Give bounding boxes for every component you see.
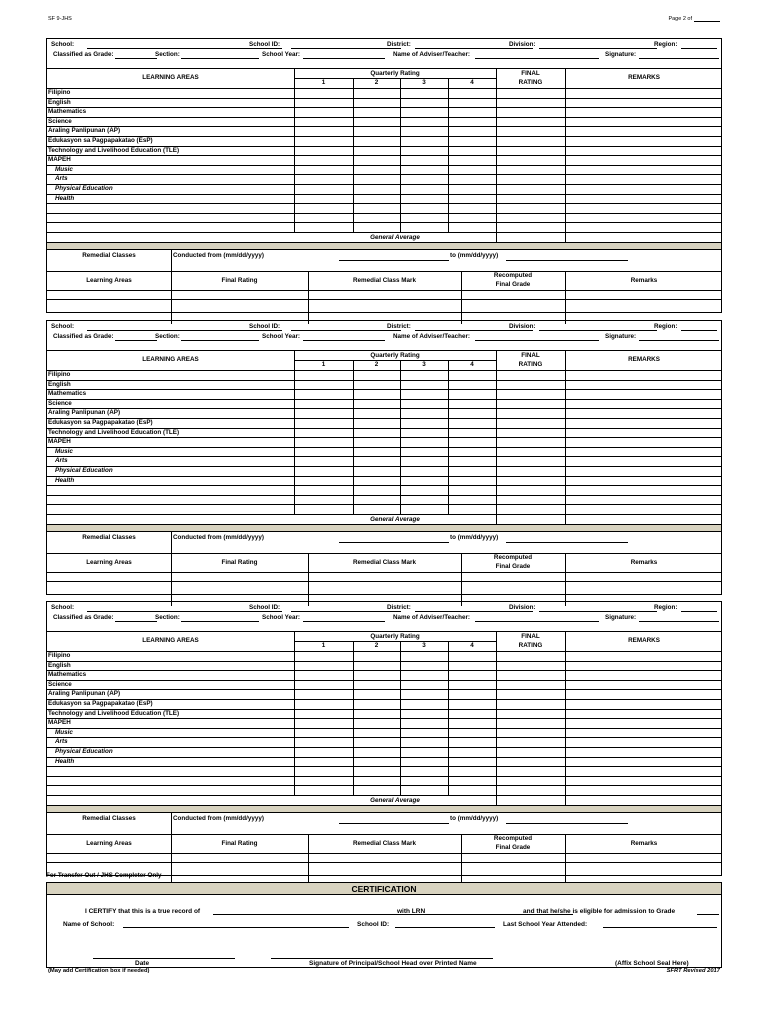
- division-field[interactable]: [539, 330, 657, 331]
- subject-label: Arts: [55, 175, 68, 183]
- learning-areas-header: LEARNING AREAS: [142, 637, 199, 644]
- adviser-field[interactable]: [475, 58, 599, 59]
- quarter-4-header: 4: [470, 642, 474, 649]
- signature-label: Signature:: [605, 51, 637, 58]
- grades-header-bottom: [47, 88, 721, 89]
- conducted-from-label: Conducted from (mm/dd/yyyy): [173, 252, 264, 259]
- subject-label: Health: [55, 476, 75, 484]
- report-card-block-1: [46, 38, 722, 313]
- conducted-from-field[interactable]: [339, 542, 449, 543]
- final-rating-header: FINAL: [521, 69, 540, 77]
- adviser-label: Name of Adviser/Teacher:: [393, 51, 470, 58]
- grade-label: Classified as Grade:: [53, 333, 114, 340]
- report-card-block-2: [46, 320, 722, 595]
- grades-header-bottom: [47, 651, 721, 652]
- subject-label: English: [48, 380, 71, 388]
- quarter-2-header: 2: [374, 642, 379, 649]
- subject-row-line: [47, 126, 721, 127]
- subject-label: Music: [55, 447, 73, 455]
- district-field[interactable]: [415, 48, 533, 49]
- school-year-label: School Year:: [262, 51, 301, 58]
- school-year-label: School Year:: [262, 614, 301, 621]
- report-card-block-3: [46, 601, 722, 876]
- grade-field[interactable]: [697, 914, 719, 915]
- subject-label: Filipino: [48, 89, 71, 96]
- subject-label: Music: [55, 728, 73, 736]
- section-label: Section:: [155, 614, 180, 621]
- school-id-field[interactable]: [291, 330, 401, 331]
- last-sy-label: Last School Year Attended:: [503, 921, 588, 928]
- subject-label: MAPEH: [48, 156, 71, 164]
- subject-row-line: [47, 476, 721, 477]
- transfer-note: For Transfer Out / JHS Completer Only: [46, 872, 162, 879]
- subject-row-line: [47, 728, 721, 729]
- recomputed-header: Recomputed: [493, 554, 533, 561]
- remedial-class-mark-header: Remedial Class Mark: [353, 559, 416, 566]
- subject-row-line: [47, 222, 721, 223]
- signature-field[interactable]: [639, 58, 719, 59]
- grades-col-line: [294, 350, 295, 514]
- school-field[interactable]: [87, 48, 282, 49]
- recomputed-header: Recomputed: [493, 835, 533, 842]
- region-field[interactable]: [681, 611, 717, 612]
- principal-signature-line[interactable]: [271, 958, 493, 959]
- subject-row-line: [47, 718, 721, 719]
- remedial-learning-areas-header: Learning Areas: [86, 840, 132, 847]
- conducted-from-label: Conducted from (mm/dd/yyyy): [173, 534, 264, 541]
- subject-label: Edukasyon sa Pagpapakatao (EsP): [48, 419, 153, 426]
- remarks-header: REMARKS: [628, 637, 660, 644]
- subject-row-line: [47, 495, 721, 496]
- signature-label: Signature:: [605, 614, 637, 621]
- subject-row-line: [47, 757, 721, 758]
- conducted-from-field[interactable]: [339, 823, 449, 824]
- subject-row-line: [47, 785, 721, 786]
- subject-row-line: [47, 380, 721, 381]
- remedial-remarks-header: Remarks: [630, 559, 658, 566]
- subject-label: Physical Education: [55, 467, 113, 474]
- subject-row-line: [47, 747, 721, 748]
- subject-label: MAPEH: [48, 719, 71, 727]
- remarks-header: REMARKS: [628, 356, 660, 363]
- district-label: District:: [387, 604, 411, 611]
- school-seal-label: (Affix School Seal Here): [615, 960, 689, 967]
- subject-row-line: [47, 680, 721, 681]
- region-field[interactable]: [681, 48, 717, 49]
- subject-row-line: [47, 174, 721, 175]
- remedial-final-rating-header: Final Rating: [221, 559, 258, 566]
- subject-row-line: [47, 776, 721, 777]
- grade-field[interactable]: [115, 621, 157, 622]
- subject-label: English: [48, 98, 71, 106]
- subject-row-line: [47, 155, 721, 156]
- remedial-col-line: [171, 532, 172, 606]
- subject-label: Arts: [55, 457, 68, 465]
- recomputed-header: Recomputed: [493, 272, 533, 279]
- grades-col-line: [294, 68, 295, 232]
- division-label: Division:: [509, 604, 536, 611]
- subject-label: Arts: [55, 738, 68, 746]
- division-field[interactable]: [539, 611, 657, 612]
- section-divider-band: [47, 805, 721, 813]
- district-field[interactable]: [415, 330, 533, 331]
- general-average-label: General Average: [370, 233, 420, 241]
- quarterly-rating-header: Quarterly Rating: [370, 632, 420, 640]
- remedial-classes-label: Remedial Classes: [82, 252, 136, 259]
- grade-field[interactable]: [115, 58, 157, 59]
- subject-label: Health: [55, 757, 75, 765]
- principal-signature-label: Signature of Principal/School Head over Printed Name: [309, 960, 477, 967]
- date-label: Date: [135, 960, 150, 967]
- quarterly-rating-header: Quarterly Rating: [370, 351, 420, 359]
- school-year-field[interactable]: [303, 58, 385, 59]
- date-line[interactable]: [93, 958, 235, 959]
- section-divider-band: [47, 524, 721, 532]
- section-field[interactable]: [181, 621, 259, 622]
- certify-text: I CERTIFY that this is a true record of: [85, 908, 201, 915]
- subject-label: Health: [55, 194, 75, 202]
- district-label: District:: [387, 41, 411, 48]
- remedial-remarks-header: Remarks: [630, 277, 658, 284]
- subject-row-line: [47, 117, 721, 118]
- school-id-label: School ID:: [249, 604, 281, 611]
- subject-label: Mathematics: [48, 108, 87, 116]
- school-label: School:: [51, 41, 75, 48]
- name-of-school-field[interactable]: [123, 927, 349, 928]
- subject-label: Physical Education: [55, 185, 113, 192]
- final-rating-header-2: RATING: [518, 361, 543, 368]
- region-label: Region:: [654, 604, 678, 611]
- subject-row-line: [47, 98, 721, 99]
- quarter-1-header: 1: [321, 642, 326, 649]
- remedial-final-rating-header: Final Rating: [221, 277, 258, 284]
- section-label: Section:: [155, 51, 180, 58]
- quarter-4-header: 4: [470, 361, 474, 368]
- division-field[interactable]: [539, 48, 657, 49]
- signature-field[interactable]: [639, 340, 719, 341]
- subject-label: Filipino: [48, 652, 71, 659]
- region-label: Region:: [654, 41, 678, 48]
- school-year-field[interactable]: [303, 621, 385, 622]
- remedial-row-line: [47, 853, 721, 854]
- remedial-learning-areas-header: Learning Areas: [86, 559, 132, 566]
- subject-row-line: [47, 399, 721, 400]
- subject-row-line: [47, 203, 721, 204]
- final-rating-header-2: RATING: [518, 642, 543, 649]
- adviser-field[interactable]: [475, 340, 599, 341]
- remedial-row-line: [47, 290, 721, 291]
- subject-row-line: [47, 661, 721, 662]
- page-total-blank[interactable]: [694, 21, 720, 22]
- last-sy-field[interactable]: [603, 927, 717, 928]
- remedial-class-mark-header: Remedial Class Mark: [353, 277, 416, 284]
- form-code: SF 9-JHS: [48, 16, 72, 22]
- subject-row-line: [47, 737, 721, 738]
- subject-row-line: [47, 485, 721, 486]
- school-id-field[interactable]: [291, 48, 401, 49]
- subject-row-line: [47, 165, 721, 166]
- region-label: Region:: [654, 323, 678, 330]
- conducted-to-label: to (mm/dd/yyyy): [450, 815, 499, 822]
- learning-areas-header: LEARNING AREAS: [142, 74, 199, 81]
- quarterly-rating-header: Quarterly Rating: [370, 69, 420, 77]
- subject-label: Science: [48, 399, 72, 407]
- subject-row-line: [47, 689, 721, 690]
- adviser-label: Name of Adviser/Teacher:: [393, 333, 470, 340]
- certification-box: [46, 882, 722, 968]
- subject-row-line: [47, 504, 721, 505]
- conducted-to-field[interactable]: [506, 260, 628, 261]
- district-field[interactable]: [415, 611, 533, 612]
- remedial-header-top: [47, 553, 721, 554]
- school-label: School:: [51, 323, 75, 330]
- division-label: Division:: [509, 323, 536, 330]
- subject-row-line: [47, 194, 721, 195]
- recomputed-header-2: Final Grade: [495, 844, 531, 851]
- quarter-3-header: 3: [422, 79, 426, 86]
- grade-label: Classified as Grade:: [53, 51, 114, 58]
- subject-row-line: [47, 670, 721, 671]
- subject-label: Physical Education: [55, 748, 113, 755]
- subject-label: Araling Panlipunan (AP): [48, 690, 121, 698]
- subject-row-line: [47, 213, 721, 214]
- subject-label: Technology and Livelihood Education (TLE): [48, 146, 180, 154]
- school-year-field[interactable]: [303, 340, 385, 341]
- subject-label: Mathematics: [48, 671, 87, 679]
- recomputed-header-2: Final Grade: [495, 281, 531, 288]
- grade-field[interactable]: [115, 340, 157, 341]
- subject-row-line: [47, 466, 721, 467]
- adviser-field[interactable]: [475, 621, 599, 622]
- general-average-label: General Average: [370, 796, 420, 804]
- subject-label: Music: [55, 165, 73, 173]
- learning-areas-header: LEARNING AREAS: [142, 356, 199, 363]
- subject-row-line: [47, 447, 721, 448]
- certification-title: CERTIFICATION: [47, 883, 721, 895]
- subject-label: Technology and Livelihood Education (TLE): [48, 428, 180, 436]
- subject-row-line: [47, 184, 721, 185]
- remedial-row-line: [47, 299, 721, 300]
- remedial-final-rating-header: Final Rating: [221, 840, 258, 847]
- conducted-to-label: to (mm/dd/yyyy): [450, 534, 499, 541]
- signature-field[interactable]: [639, 621, 719, 622]
- district-label: District:: [387, 323, 411, 330]
- adviser-label: Name of Adviser/Teacher:: [393, 614, 470, 621]
- eligible-text: and that he/she is eligible for admission to Grade: [523, 908, 676, 915]
- quarter-4-header: 4: [470, 79, 474, 86]
- page-label: Page 2 of: [668, 16, 720, 22]
- subject-label: Edukasyon sa Pagpapakatao (EsP): [48, 700, 153, 707]
- subject-label: MAPEH: [48, 438, 71, 446]
- subject-label: Science: [48, 117, 72, 125]
- subject-row-line: [47, 766, 721, 767]
- remedial-row-line: [47, 572, 721, 573]
- remedial-row-line: [47, 862, 721, 863]
- subject-label: English: [48, 661, 71, 669]
- subject-row-line: [47, 408, 721, 409]
- subject-label: Science: [48, 680, 72, 688]
- quarter-2-header: 2: [374, 79, 379, 86]
- cert-school-id-label: School ID:: [357, 921, 390, 928]
- subject-row-line: [47, 456, 721, 457]
- subject-label: Edukasyon sa Pagpapakatao (EsP): [48, 137, 153, 144]
- name-of-school-label: Name of School:: [63, 921, 115, 928]
- remedial-row-line: [47, 581, 721, 582]
- school-id-label: School ID:: [249, 323, 281, 330]
- form-revision: SFRT Revised 2017: [666, 968, 720, 974]
- subject-row-line: [47, 107, 721, 108]
- section-label: Section:: [155, 333, 180, 340]
- quarter-1-header: 1: [321, 361, 326, 368]
- signature-label: Signature:: [605, 333, 637, 340]
- remedial-header-top: [47, 271, 721, 272]
- subject-label: Mathematics: [48, 390, 87, 398]
- general-average-label: General Average: [370, 515, 420, 523]
- grades-col-line: [294, 631, 295, 795]
- section-field[interactable]: [181, 58, 259, 59]
- school-label: School:: [51, 604, 75, 611]
- with-lrn-label: with LRN: [397, 908, 426, 915]
- quarter-3-header: 3: [422, 642, 426, 649]
- remedial-classes-label: Remedial Classes: [82, 815, 136, 822]
- subject-label: Araling Panlipunan (AP): [48, 409, 121, 417]
- remedial-col-line: [171, 250, 172, 324]
- remarks-header: REMARKS: [628, 74, 660, 81]
- quarter-2-header: 2: [374, 361, 379, 368]
- section-field[interactable]: [181, 340, 259, 341]
- subject-label: Araling Panlipunan (AP): [48, 127, 121, 135]
- subject-label: Technology and Livelihood Education (TLE): [48, 709, 180, 717]
- subject-row-line: [47, 437, 721, 438]
- grades-header-bottom: [47, 370, 721, 371]
- school-year-label: School Year:: [262, 333, 301, 340]
- grade-label: Classified as Grade:: [53, 614, 114, 621]
- remedial-remarks-header: Remarks: [630, 840, 658, 847]
- footer-note: (May add Certification box if needed): [48, 968, 150, 974]
- school-field[interactable]: [87, 330, 282, 331]
- region-field[interactable]: [681, 330, 717, 331]
- division-label: Division:: [509, 41, 536, 48]
- final-rating-header-2: RATING: [518, 79, 543, 86]
- subject-label: Filipino: [48, 371, 71, 378]
- school-id-field[interactable]: [291, 611, 401, 612]
- subject-row-line: [47, 389, 721, 390]
- final-rating-header: FINAL: [521, 351, 540, 359]
- remedial-learning-areas-header: Learning Areas: [86, 277, 132, 284]
- cert-school-id-field[interactable]: [395, 927, 495, 928]
- conducted-to-field[interactable]: [506, 542, 628, 543]
- quarter-1-header: 1: [321, 79, 326, 86]
- conducted-from-field[interactable]: [339, 260, 449, 261]
- remedial-classes-label: Remedial Classes: [82, 534, 136, 541]
- quarter-3-header: 3: [422, 361, 426, 368]
- remedial-header-top: [47, 834, 721, 835]
- conducted-to-label: to (mm/dd/yyyy): [450, 252, 499, 259]
- school-field[interactable]: [87, 611, 282, 612]
- section-divider-band: [47, 242, 721, 250]
- conducted-to-field[interactable]: [506, 823, 628, 824]
- remedial-class-mark-header: Remedial Class Mark: [353, 840, 416, 847]
- recomputed-header-2: Final Grade: [495, 563, 531, 570]
- final-rating-header: FINAL: [521, 632, 540, 640]
- conducted-from-label: Conducted from (mm/dd/yyyy): [173, 815, 264, 822]
- school-id-label: School ID:: [249, 41, 281, 48]
